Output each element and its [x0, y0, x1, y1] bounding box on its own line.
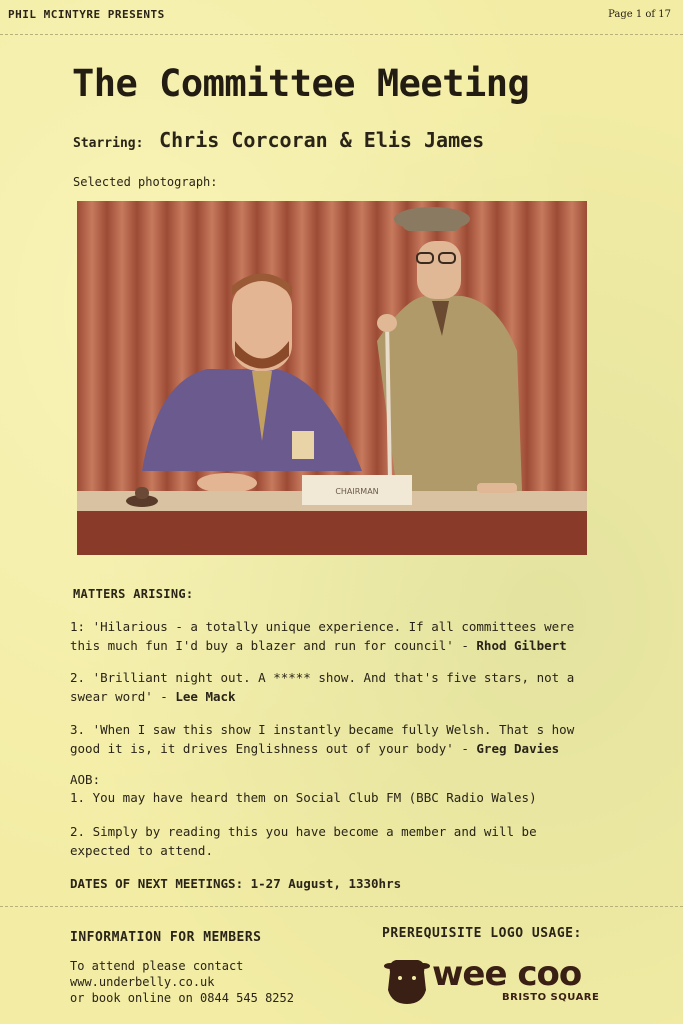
quote-2-source: Lee Mack	[175, 689, 236, 704]
meeting-dates: DATES OF NEXT MEETINGS: 1-27 August, 1330hrs	[70, 876, 402, 891]
quote-3-text: 3. 'When I saw this show I instantly became fully Welsh. That s how good it is, it drives Englishness out of your body' -	[70, 722, 575, 756]
quote-2	[70, 668, 610, 706]
selected-photograph	[77, 201, 587, 555]
starring-names: Chris Corcoran & Elis James	[159, 128, 485, 152]
wee-coo-logo	[382, 950, 612, 1010]
quote-1-text: 1: 'Hilarious - a totally unique experience. If all committees were this much fun I'd buy a blazer and run for council' -	[70, 619, 575, 653]
presenter-credit: PHIL MCINTYRE PRESENTS	[8, 8, 165, 21]
quote-3	[70, 720, 610, 758]
info-website-link[interactable]: www.underbelly.co.uk	[70, 975, 215, 989]
footer-divider	[0, 906, 683, 907]
starring-label: Starring:	[73, 136, 144, 151]
info-line-1: To attend please contact	[70, 959, 244, 973]
photo-caption: Selected photograph:	[73, 175, 218, 189]
matters-arising-heading: MATTERS ARISING:	[73, 587, 194, 601]
info-heading: INFORMATION FOR MEMBERS	[70, 930, 262, 945]
photograph-illustration	[77, 201, 587, 555]
aob-heading: AOB:	[70, 772, 101, 787]
chairman-sign: CHAIRMAN	[335, 487, 379, 496]
quote-2-text: 2. 'Brilliant night out. A ***** show. And that's five stars, not a swear word' -	[70, 670, 575, 704]
info-lines	[70, 958, 294, 1006]
quote-1-source: Rhod Gilbert	[476, 638, 567, 653]
aob-item-2: 2. Simply by reading this you have become a member and will be expected to attend.	[70, 824, 537, 858]
page-title: The Committee Meeting	[72, 62, 530, 105]
top-header-bar	[0, 0, 683, 35]
cow-icon	[382, 950, 432, 1010]
starring-line	[73, 128, 484, 152]
aob-item-1: 1. You may have heard them on Social Club FM (BBC Radio Wales)	[70, 790, 537, 805]
quote-1	[70, 617, 610, 655]
logo-subtitle: BRISTO SQUARE	[502, 992, 600, 1003]
page-number: Page 1 of 17	[608, 9, 671, 20]
logo-heading: PREREQUISITE LOGO USAGE:	[382, 926, 582, 941]
quote-3-source: Greg Davies	[476, 741, 560, 756]
info-line-3: or book online on 0844 545 8252	[70, 991, 294, 1005]
logo-wordmark: wee coo	[432, 954, 582, 994]
